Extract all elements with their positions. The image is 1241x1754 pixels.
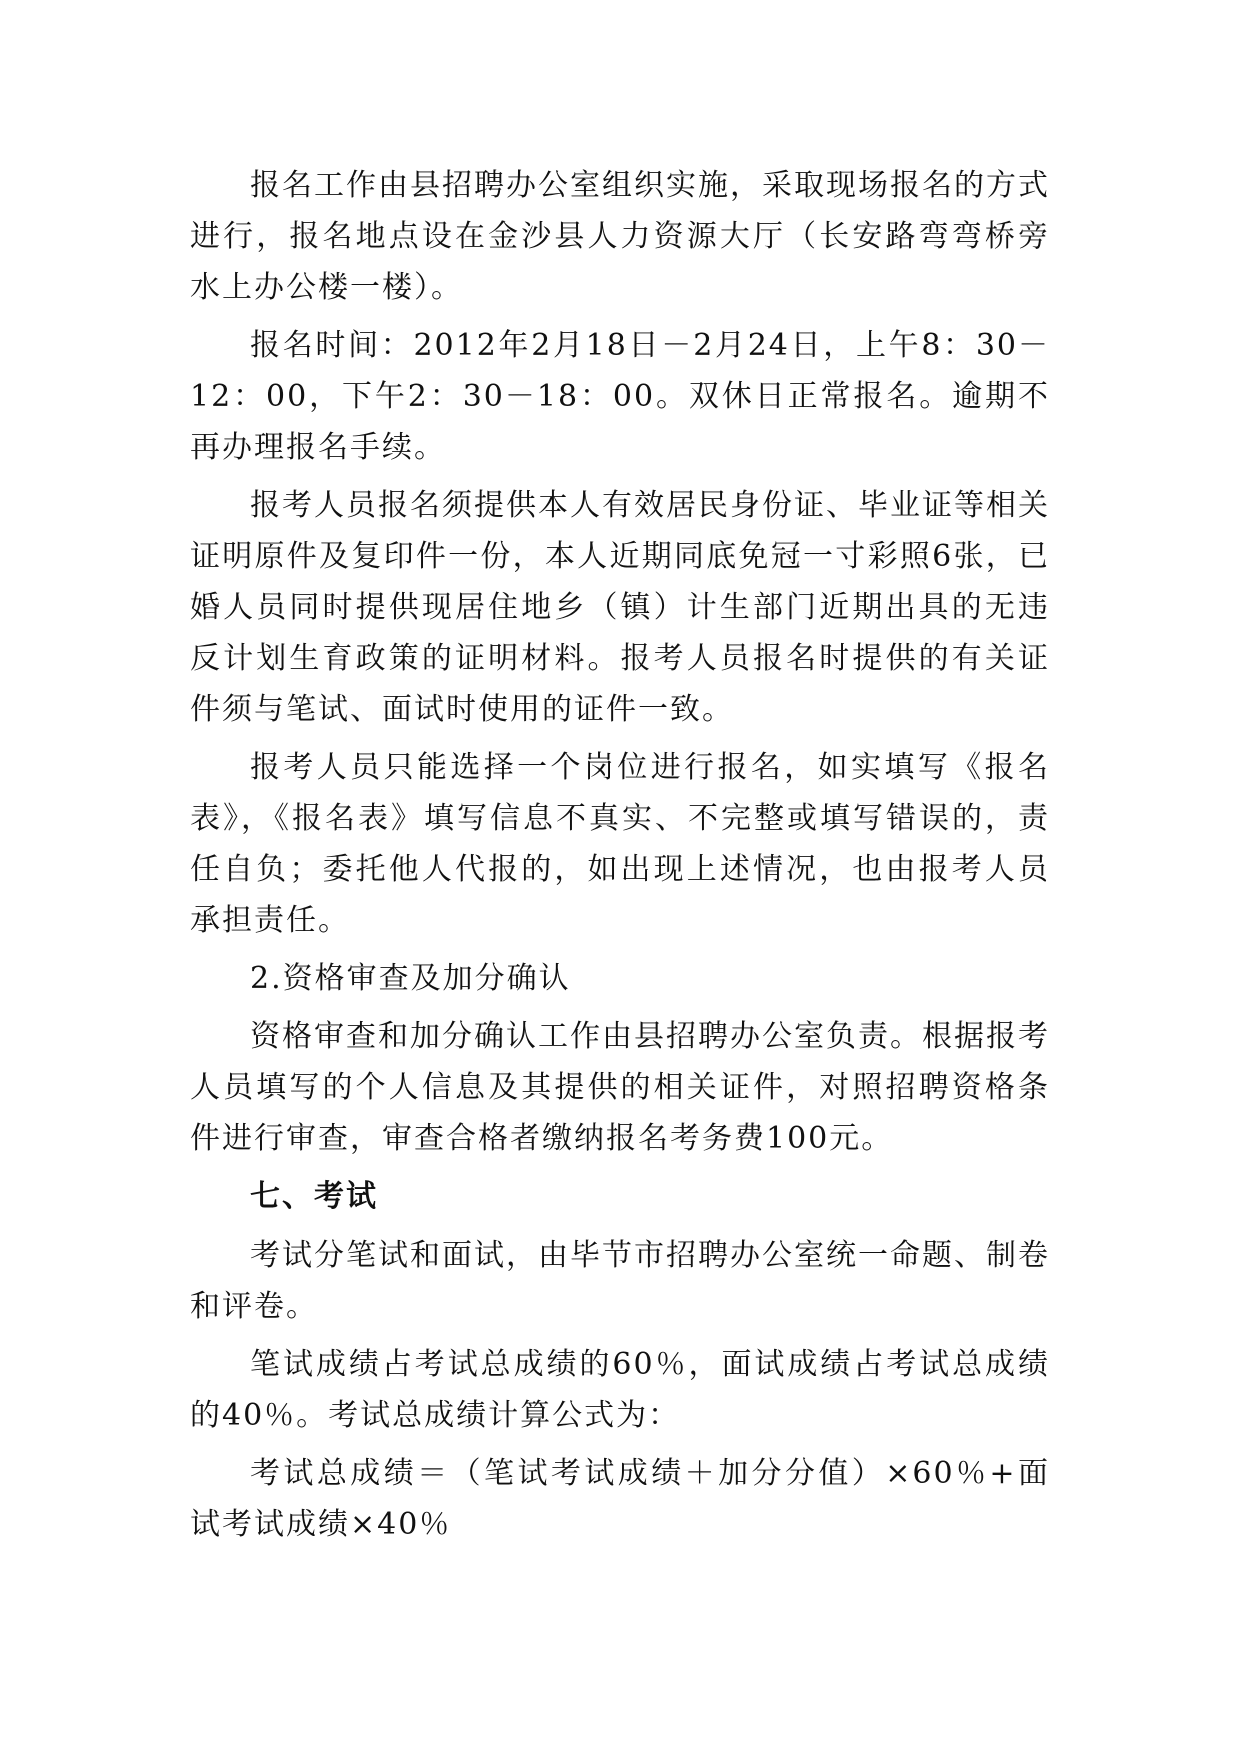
paragraph-registration-time: 报名时间：2012年2月18日－2月24日，上午8：30－12：00，下午2：30－18：00。双休日正常报名。逾期不再办理报名手续。 [190,328,1050,465]
paragraph-qualification-review: 资格审查和加分确认工作由县招聘办公室负责。根据报考人员填写的个人信息及其提供的相关证件，对照招聘资格条件进行审查，审查合格者缴纳报名考务费100元。 [190,1019,1050,1156]
subheading-qualification-review: 2.资格审查及加分确认 [250,961,571,996]
paragraph-exam-format: 考试分笔试和面试，由毕节市招聘办公室统一命题、制卷和评卷。 [190,1238,1050,1324]
paragraph-position-selection: 报考人员只能选择一个岗位进行报名，如实填写《报名表》，《报名表》填写信息不真实、不完整或填写错误的，责任自负；委托他人代报的，如出现上述情况，也由报考人员承担责任。 [190,750,1050,938]
document-body [190,160,1050,1557]
paragraph-score-weighting: 笔试成绩占考试总成绩的60％，面试成绩占考试总成绩的40％。考试总成绩计算公式为： [190,1347,1050,1433]
section-heading-exam: 七、考试 [250,1179,378,1214]
paragraph-required-documents: 报考人员报名须提供本人有效居民身份证、毕业证等相关证明原件及复印件一份，本人近期同底免冠一寸彩照6张，已婚人员同时提供现居住地乡（镇）计生部门近期出具的无违反计划生育政策的证明材料。报考人员报名时提供的有关证件须与笔试、面试时使用的证件一致。 [190,488,1050,727]
paragraph-registration-location: 报名工作由县招聘办公室组织实施，采取现场报名的方式进行，报名地点设在金沙县人力资源大厅（长安路弯弯桥旁水上办公楼一楼）。 [190,168,1050,305]
paragraph-score-formula: 考试总成绩＝（笔试考试成绩＋加分分值）×60％+面试考试成绩×40％ [190,1456,1050,1542]
